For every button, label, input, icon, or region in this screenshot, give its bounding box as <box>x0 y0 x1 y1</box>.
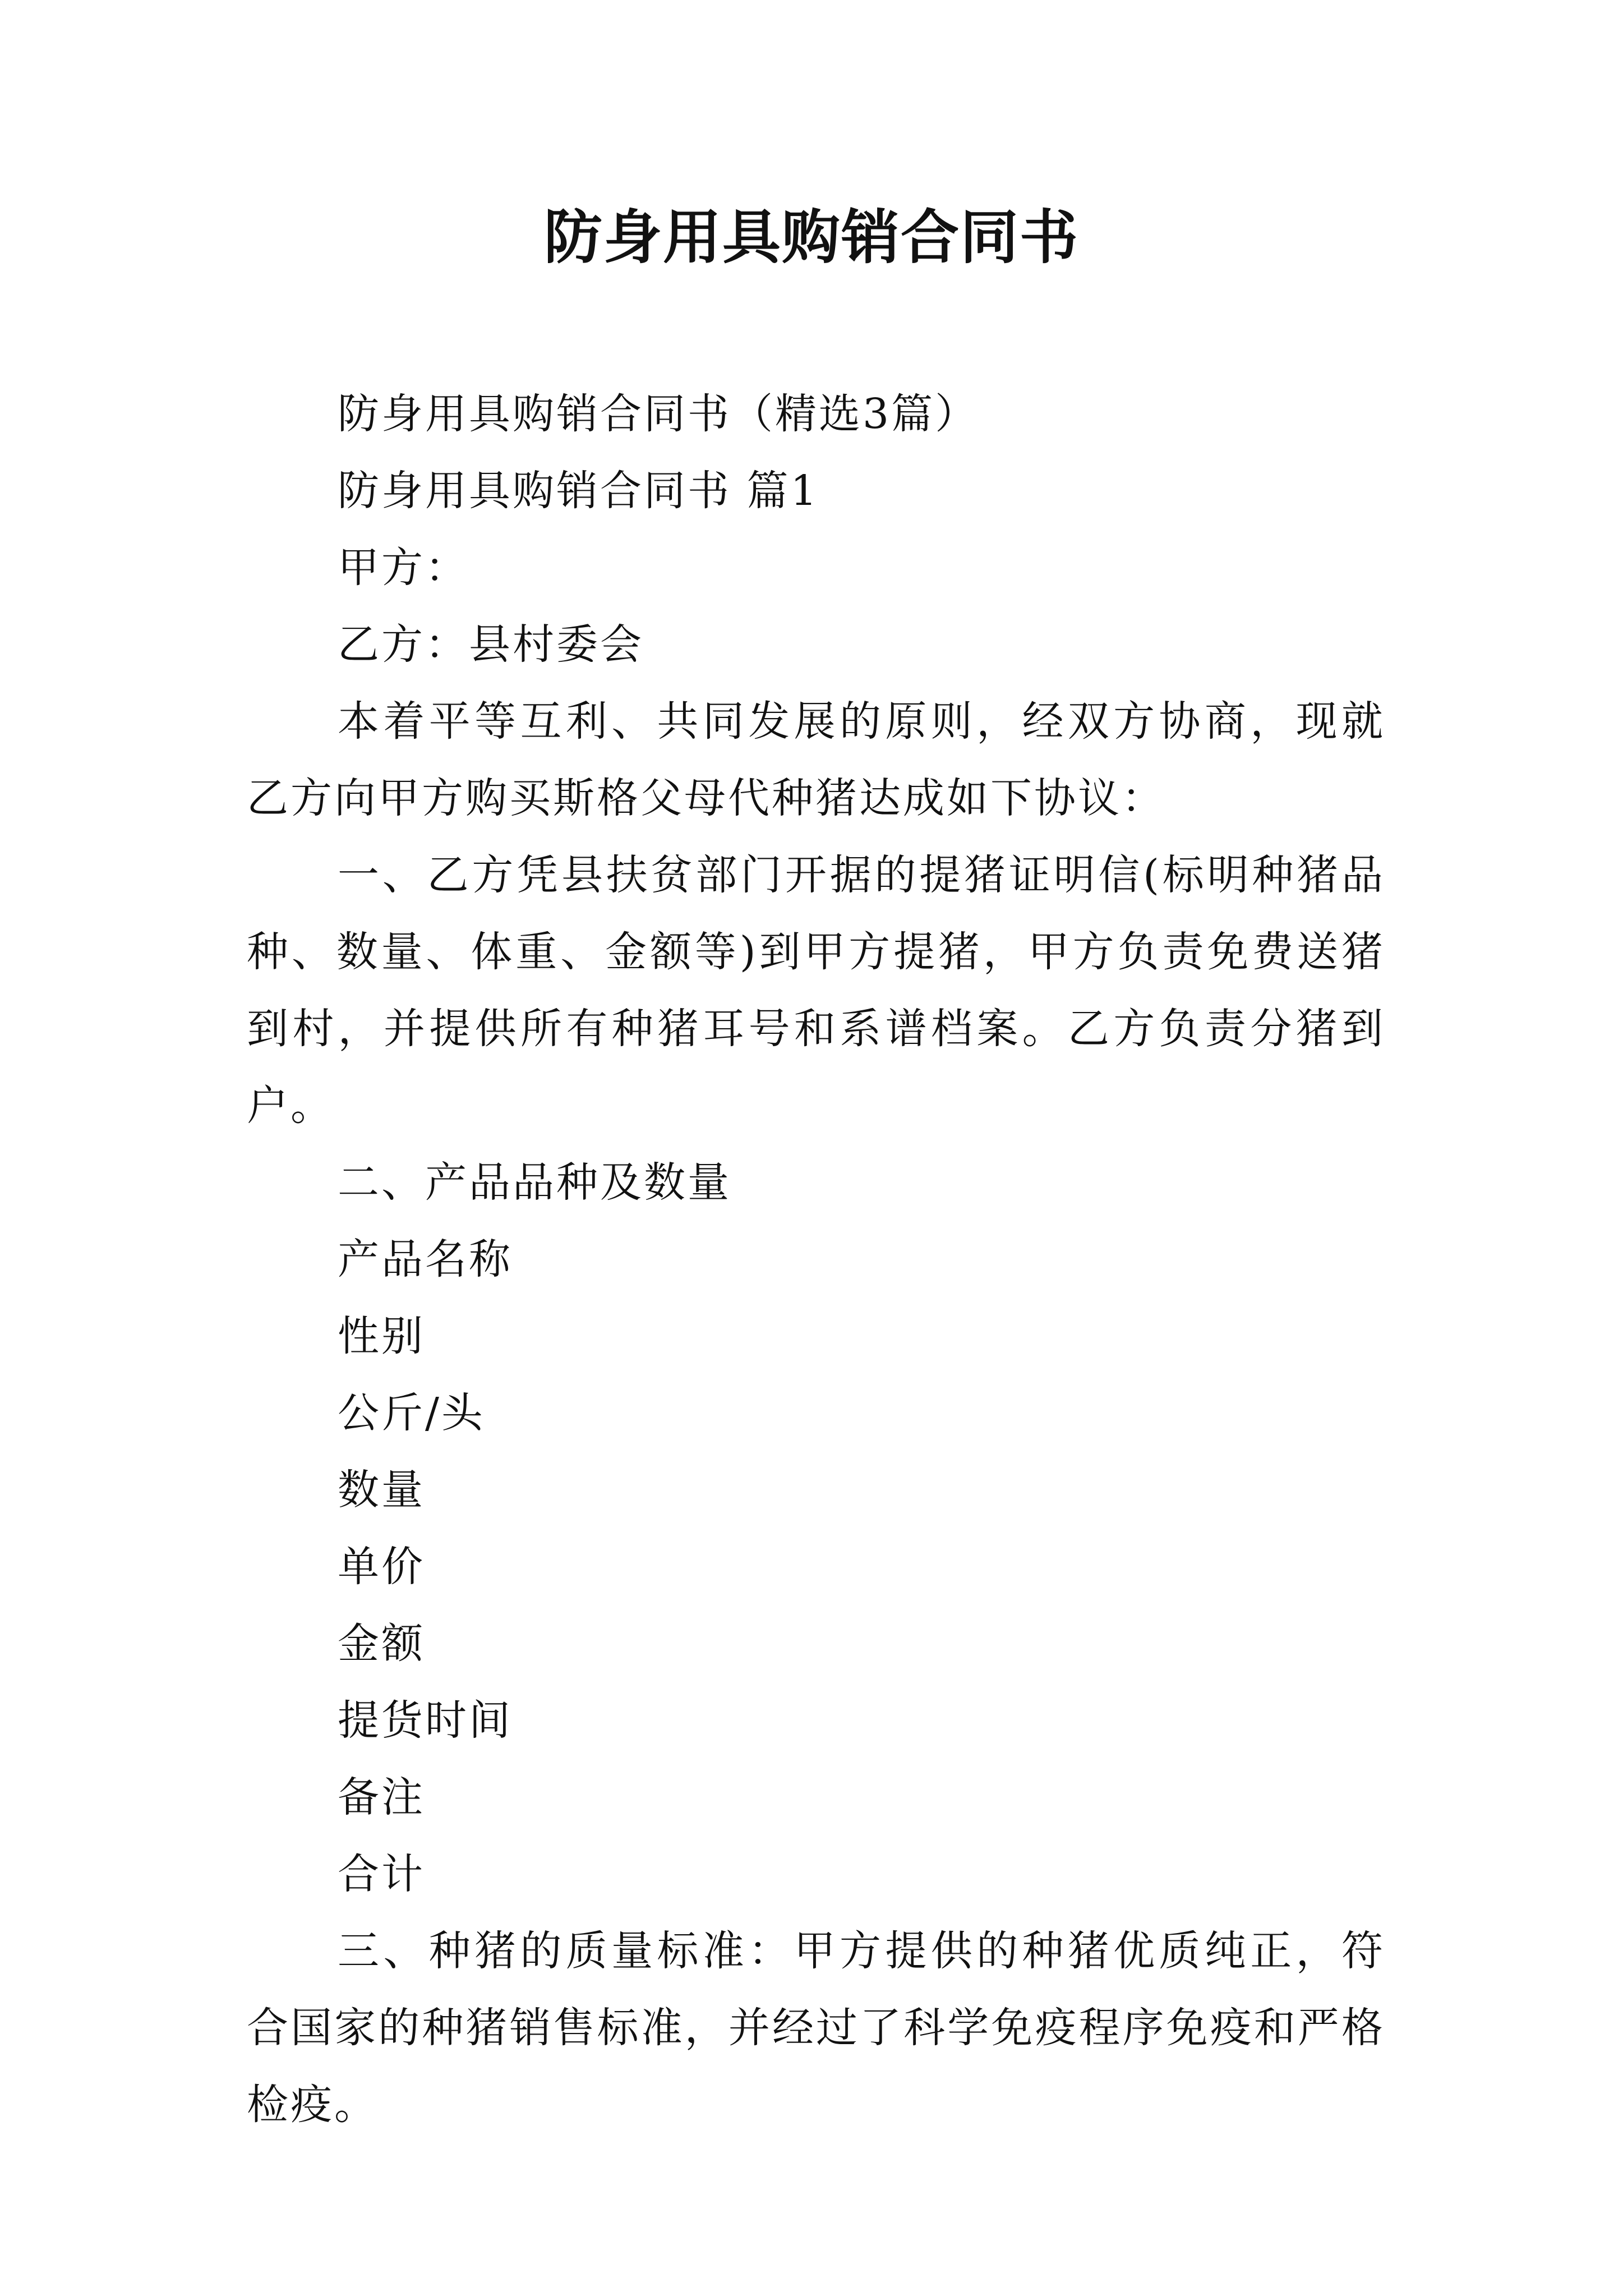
paragraph-preamble: 本着平等互利、共同发展的原则，经双方协商，现就乙方向甲方购买斯格父母代种猪达成如下协议： <box>247 697 1385 822</box>
paragraph-quantity: 数量 <box>338 1466 425 1514</box>
paragraph-product-name: 产品名称 <box>338 1235 513 1283</box>
document-body <box>247 376 1385 2143</box>
paragraph-remarks: 备注 <box>338 1773 425 1821</box>
paragraph-total: 合计 <box>338 1850 425 1898</box>
paragraph-amount: 金额 <box>338 1619 425 1668</box>
paragraph-gender: 性别 <box>338 1312 425 1360</box>
paragraph-party-b: 乙方：县村委会 <box>338 620 644 669</box>
paragraph-unit-price: 单价 <box>338 1543 425 1591</box>
paragraph-pickup-time: 提货时间 <box>338 1696 513 1745</box>
paragraph-clause-2: 二、产品品种及数量 <box>338 1158 731 1207</box>
paragraph-section-heading: 防身用具购销合同书 篇1 <box>338 467 819 515</box>
paragraph-clause-3: 三、种猪的质量标准：甲方提供的种猪优质纯正，符合国家的种猪销售标准，并经过了科学免疫程序免疫和严格检疫。 <box>247 1927 1385 2129</box>
paragraph-subtitle: 防身用具购销合同书（精选3篇） <box>338 390 979 438</box>
paragraph-clause-1: 一、乙方凭县扶贫部门开据的提猪证明信(标明种猪品种、数量、体重、金额等)到甲方提猪，甲方负责免费送猪到村，并提供所有种猪耳号和系谱档案。乙方负责分猪到户。 <box>247 851 1385 1130</box>
document-title: 防身用具购销合同书 <box>543 203 1079 272</box>
paragraph-party-a: 甲方： <box>338 544 469 592</box>
paragraph-weight: 公斤/头 <box>338 1389 485 1437</box>
